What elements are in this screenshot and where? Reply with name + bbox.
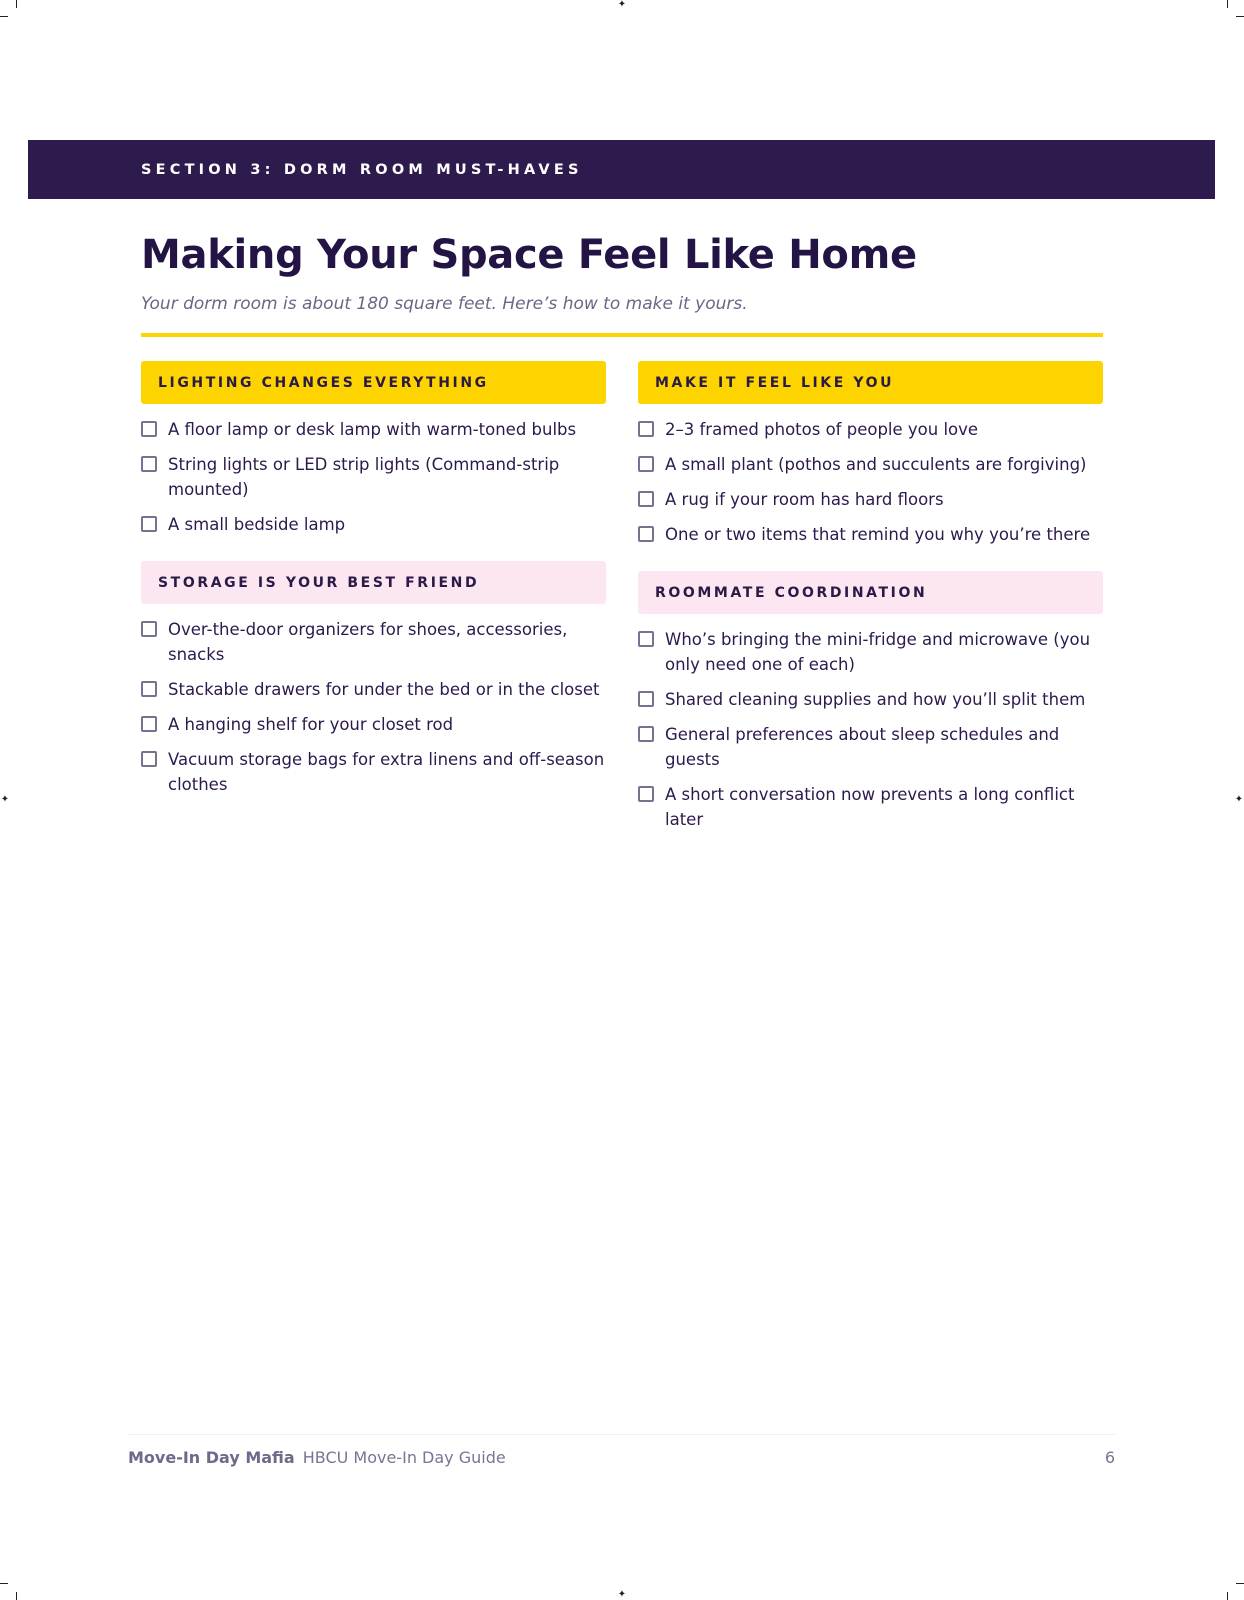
checklist-item-text: Shared cleaning supplies and how you’ll split them (665, 690, 1086, 709)
checkbox-icon[interactable] (638, 631, 654, 647)
checklist-item-text: Over-the-door organizers for shoes, accessories, snacks (168, 620, 568, 664)
checklist-item (638, 417, 1103, 442)
checklist-item (638, 782, 1103, 832)
crop-mark-bl-h (0, 1583, 8, 1584)
checklist-personal (638, 417, 1103, 547)
checklist-item (141, 452, 606, 502)
checklist-item-text: One or two items that remind you why you’re there (665, 525, 1091, 544)
crop-mark-bl-v (16, 1592, 17, 1600)
checklist-item (141, 712, 606, 737)
crop-mark-tr-h (1236, 16, 1244, 17)
checklist-item (638, 522, 1103, 547)
checkbox-icon[interactable] (638, 691, 654, 707)
section-lighting (141, 361, 606, 537)
section-header-roommate: ROOMMATE COORDINATION (638, 571, 1103, 614)
footer-guide-title: HBCU Move-In Day Guide (302, 1448, 506, 1467)
checklist-item (638, 627, 1103, 677)
crop-mark-tr-v (1227, 0, 1228, 8)
page-number: 6 (1104, 1448, 1115, 1467)
checkbox-icon[interactable] (141, 456, 157, 472)
section-personal (638, 361, 1103, 547)
checklist-item-text: A small bedside lamp (168, 515, 346, 534)
page-title: Making Your Space Feel Like Home (141, 232, 917, 278)
crop-mark-tl-h (0, 16, 8, 17)
section-header-lighting: LIGHTING CHANGES EVERYTHING (141, 361, 606, 404)
checklist-storage (141, 617, 606, 797)
section-roommate (638, 571, 1103, 832)
checklist-item (638, 487, 1103, 512)
checkbox-icon[interactable] (141, 516, 157, 532)
checklist-item-text: Stackable drawers for under the bed or in the closet (168, 680, 600, 699)
checklist-item-text: A small plant (pothos and succulents are forgiving) (665, 455, 1087, 474)
footer (128, 1448, 506, 1467)
checklist-item-text: A floor lamp or desk lamp with warm-toned bulbs (168, 420, 577, 439)
checkbox-icon[interactable] (141, 421, 157, 437)
checklist-item (638, 722, 1103, 772)
footer-divider (128, 1434, 1115, 1435)
footer-brand: Move-In Day Mafia (128, 1448, 295, 1467)
section-header-storage: STORAGE IS YOUR BEST FRIEND (141, 561, 606, 604)
checklist-item (141, 617, 606, 667)
checkbox-icon[interactable] (638, 786, 654, 802)
checklist-item (638, 687, 1103, 712)
section-storage (141, 561, 606, 797)
page-subtitle: Your dorm room is about 180 square feet. Here’s how to make it yours. (141, 294, 748, 314)
section-banner-label: SECTION 3: DORM ROOM MUST-HAVES (141, 161, 583, 178)
checklist-item (141, 512, 606, 537)
checkbox-icon[interactable] (141, 681, 157, 697)
checklist-item-text: String lights or LED strip lights (Command-strip mounted) (168, 455, 560, 499)
checkbox-icon[interactable] (638, 491, 654, 507)
checklist-roommate (638, 627, 1103, 832)
registration-mark-right: ✦ (1234, 794, 1244, 805)
checkbox-icon[interactable] (638, 726, 654, 742)
right-column (638, 361, 1103, 856)
checklist-item (638, 452, 1103, 477)
checklist-item (141, 747, 606, 797)
checkbox-icon[interactable] (141, 716, 157, 732)
checkbox-icon[interactable] (141, 751, 157, 767)
checklist-item (141, 417, 606, 442)
registration-mark-left: ✦ (0, 794, 10, 805)
section-banner (28, 140, 1215, 199)
checklist-item-text: A rug if your room has hard floors (665, 490, 944, 509)
checklist-item-text: Who’s bringing the mini-fridge and microwave (you only need one of each) (665, 630, 1091, 674)
checkbox-icon[interactable] (638, 421, 654, 437)
registration-mark-bottom: ✦ (617, 1589, 627, 1600)
crop-mark-tl-v (16, 0, 17, 8)
checklist-item-text: Vacuum storage bags for extra linens and off-season clothes (168, 750, 605, 794)
checkbox-icon[interactable] (141, 621, 157, 637)
checkbox-icon[interactable] (638, 526, 654, 542)
registration-mark-top: ✦ (617, 0, 627, 10)
crop-mark-br-v (1227, 1592, 1228, 1600)
checklist-item-text: A hanging shelf for your closet rod (168, 715, 454, 734)
left-column (141, 361, 606, 821)
section-header-personal: MAKE IT FEEL LIKE YOU (638, 361, 1103, 404)
title-divider (141, 333, 1103, 337)
checklist-item-text: 2–3 framed photos of people you love (665, 420, 979, 439)
checklist-item-text: A short conversation now prevents a long conflict later (665, 785, 1075, 829)
checklist-item (141, 677, 606, 702)
crop-mark-br-h (1236, 1583, 1244, 1584)
checklist-item-text: General preferences about sleep schedules and guests (665, 725, 1060, 769)
checkbox-icon[interactable] (638, 456, 654, 472)
checklist-lighting (141, 417, 606, 537)
